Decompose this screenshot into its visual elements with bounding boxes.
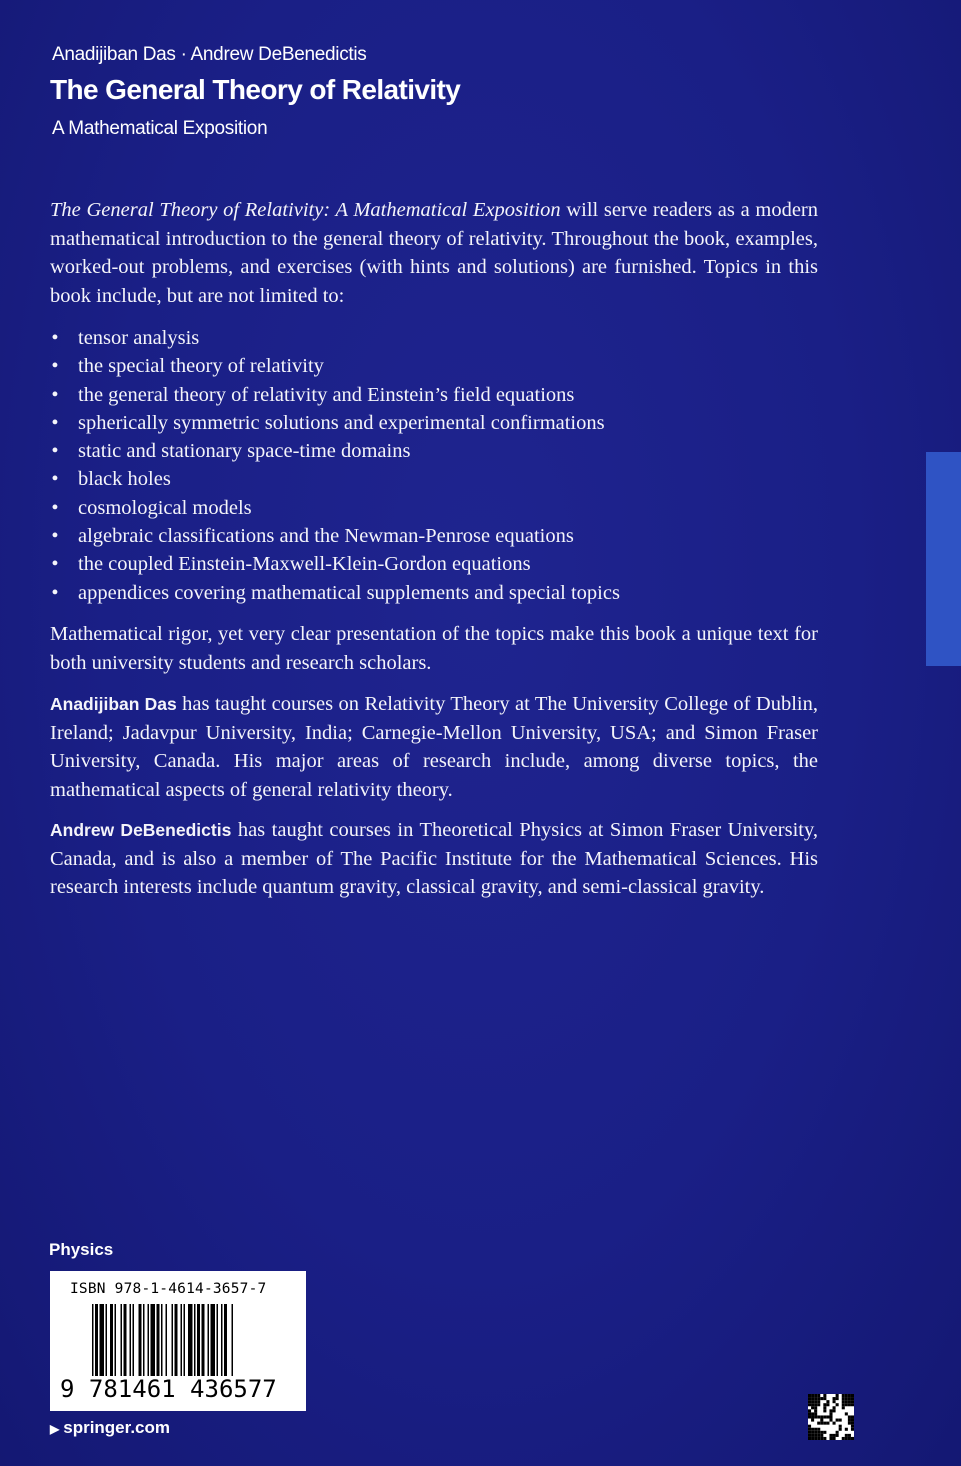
- bullet-icon: •: [51, 468, 59, 491]
- topic-item: • algebraic classifications and the Newman-Penrose equations: [50, 522, 620, 550]
- isbn-barcode: [50, 1271, 306, 1411]
- topic-item: • appendices covering mathematical supplements and special topics: [50, 579, 620, 607]
- bullet-icon: •: [51, 496, 59, 519]
- arrow-right-icon: ▶: [50, 1422, 60, 1436]
- bullet-icon: •: [51, 327, 59, 349]
- topics-list: [50, 324, 620, 607]
- bullet-icon: •: [51, 355, 59, 378]
- bio-text: has taught courses in Theoretical Physics at Simon Fraser University, Canada, and is also a member of The Pacific Institute for the Mathematical Sciences. His research interests include quantum gravity, classical gravity, and semi-classical gravity.: [50, 819, 819, 898]
- topic-item: • static and stationary space-time domains: [50, 437, 620, 465]
- qr-code-icon: [808, 1394, 854, 1440]
- subject-category: Physics: [49, 1240, 114, 1259]
- bullet-icon: •: [51, 525, 59, 548]
- publisher-website: ▶ springer.com: [50, 1418, 170, 1437]
- spine-color-tab: [926, 452, 961, 666]
- topic-item: • cosmological models: [50, 494, 620, 522]
- intro-text: will serve readers as a modern mathematical introduction to the general theory of relativity. Throughout the book, examples, worked-out problems, and exercises (with hints and solutions) are furnished. Topics in this book include, but are not limited to:: [50, 199, 818, 307]
- bullet-icon: •: [51, 440, 59, 463]
- barcode-digits: 9 781461 436577: [60, 1375, 277, 1403]
- author-bio-debenedictis: [50, 816, 818, 902]
- author-bio-das: [50, 690, 818, 804]
- topic-item: • the special theory of relativity: [50, 352, 620, 380]
- topic-item: • the general theory of relativity and Einstein’s field equations: [50, 381, 620, 409]
- intro-paragraph: [50, 196, 818, 310]
- book-subtitle: A Mathematical Exposition: [52, 118, 268, 139]
- barcode-icon: [92, 1304, 284, 1376]
- summary-paragraph: Mathematical rigor, yet very clear presentation of the topics make this book a unique text for both university students and research scholars.: [50, 623, 818, 674]
- bio-author-name: Andrew DeBenedictis: [50, 820, 232, 840]
- topic-item: • spherically symmetric solutions and experimental confirmations: [50, 409, 620, 437]
- bio-author-name: Anadijiban Das: [50, 694, 177, 714]
- bullet-icon: •: [51, 383, 59, 406]
- isbn-number: ISBN 978-1-4614-3657-7: [70, 1281, 267, 1297]
- intro-book-title: The General Theory of Relativity: A Mathematical Exposition: [50, 199, 561, 221]
- bullet-icon: •: [51, 581, 59, 604]
- book-title: The General Theory of Relativity: [50, 74, 461, 105]
- topic-item: • the coupled Einstein-Maxwell-Klein-Gordon equations: [50, 550, 620, 578]
- topic-item: • tensor analysis: [50, 324, 620, 352]
- authors: Anadijiban Das · Andrew DeBenedictis: [52, 44, 367, 65]
- bullet-icon: •: [51, 553, 59, 576]
- topic-item: • black holes: [50, 465, 620, 493]
- bio-text: has taught courses on Relativity Theory at The University College of Dublin, Ireland; Jadavpur University, India; Carnegie-Mellon University, USA; and Simon Fraser University, Canada. His major areas of research include, among diverse topics, the mathematical aspects of general relativity theory.: [50, 693, 818, 801]
- bullet-icon: •: [51, 411, 59, 434]
